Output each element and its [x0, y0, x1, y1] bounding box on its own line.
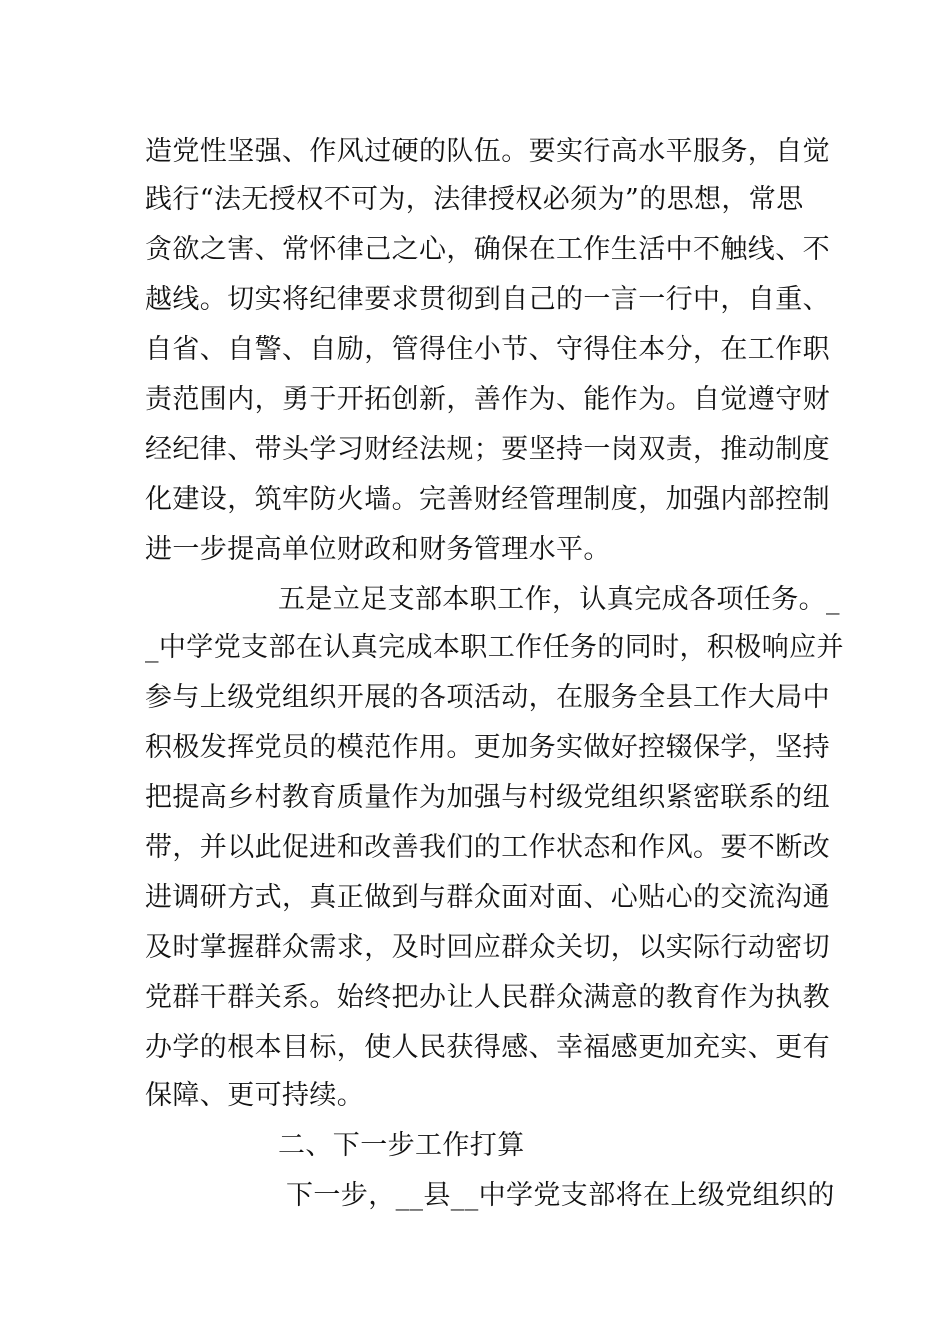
text-line: 积极发挥党员的模范作用。更加务实做好控辍保学，坚持 [145, 732, 830, 763]
text-line: 进调研方式，真正做到与群众面对面、心贴心的交流沟通 [145, 882, 830, 913]
text-line: 带，并以此促进和改善我们的工作状态和作风。要不断改 [145, 832, 830, 863]
paragraph-start-line: 下一步，__县__中学党支部将在上级党组织的 [286, 1180, 835, 1211]
text-line: 造党性坚强、作风过硬的队伍。要实行高水平服务，自觉 [145, 136, 830, 167]
text-line: _中学党支部在认真完成本职工作任务的同时，积极响应并 [145, 632, 844, 663]
text-line: 贪欲之害、常怀律己之心，确保在工作生活中不触线、不 [145, 234, 830, 265]
text-line: 践行“法无授权不可为，法律授权必须为”的思想，常思 [145, 184, 804, 215]
text-line: 经纪律、带头学习财经法规；要坚持一岗双责，推动制度 [145, 434, 830, 465]
text-line: 保障、更可持续。 [145, 1080, 365, 1111]
text-line: 越线。切实将纪律要求贯彻到自己的一言一行中，自重、 [145, 284, 830, 315]
text-line: 参与上级党组织开展的各项活动，在服务全县工作大局中 [145, 682, 830, 713]
section-heading: 二、下一步工作打算 [278, 1130, 525, 1161]
text-line: 及时掌握群众需求，及时回应群众关切，以实际行动密切 [145, 932, 830, 963]
text-line: 责范围内，勇于开拓创新，善作为、能作为。自觉遵守财 [145, 384, 830, 415]
text-line: 党群干群关系。始终把办让人民群众满意的教育作为执教 [145, 982, 830, 1013]
text-line: 自省、自警、自励，管得住小节、守得住本分，在工作职 [145, 334, 830, 365]
text-line: 进一步提高单位财政和财务管理水平。 [145, 534, 611, 565]
text-line: 化建设，筑牢防火墙。完善财经管理制度，加强内部控制 [145, 484, 830, 515]
paragraph-start-line: 五是立足支部本职工作，认真完成各项任务。_ [278, 584, 840, 615]
text-line: 办学的根本目标，使人民获得感、幸福感更加充实、更有 [145, 1032, 830, 1063]
text-line: 把提高乡村教育质量作为加强与村级党组织紧密联系的纽 [145, 782, 830, 813]
